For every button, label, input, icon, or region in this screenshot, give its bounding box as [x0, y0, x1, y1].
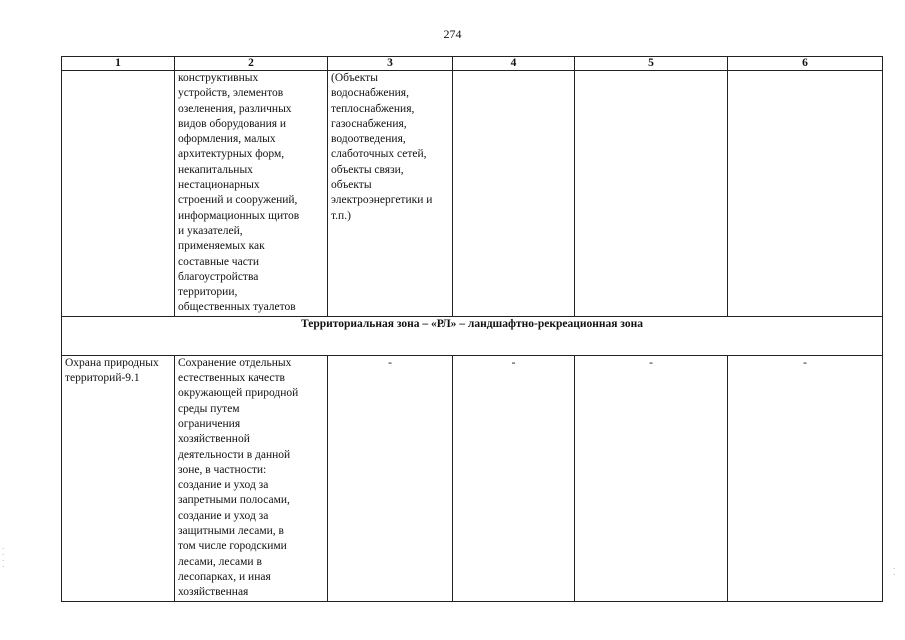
cell-entry-4: -	[453, 355, 575, 601]
cell-entry-use-type: Охрана природных территорий-9.1	[62, 355, 175, 601]
cell-continued-3: (Объекты водоснабжения, теплоснабжения, газоснабжения, водоотведения, слаботочных сетей, объекты связи, объекты электроэнергетики и т.п.)	[328, 71, 453, 317]
zone-heading: Территориальная зона – «РЛ» – ландшафтно-рекреационная зона	[62, 316, 883, 355]
table-row-continued	[62, 71, 883, 317]
scan-edge-marks-left: · · · ·	[2, 545, 5, 571]
header-col-1: 1	[62, 57, 175, 71]
header-row	[62, 57, 883, 71]
cell-continued-6	[728, 71, 883, 317]
cell-continued-2: конструктивных устройств, элементов озеленения, различных видов оборудования и оформления, малых архитектурных форм, некапитальных нестационарных строений и сооружений, информационных щитов и указателей, применяемых как составные части благоустройства территории, общественных туалетов	[175, 71, 328, 317]
cell-entry-5: -	[575, 355, 728, 601]
table-row-entry	[62, 355, 883, 601]
cell-entry-6: -	[728, 355, 883, 601]
cell-entry-3: -	[328, 355, 453, 601]
scan-edge-marks-right: · ·	[893, 565, 896, 579]
header-col-4: 4	[453, 57, 575, 71]
page-number: 274	[443, 27, 462, 41]
cell-continued-5	[575, 71, 728, 317]
header-col-5: 5	[575, 57, 728, 71]
header-col-6: 6	[728, 57, 883, 71]
cell-continued-4	[453, 71, 575, 317]
table-row-zone	[62, 316, 883, 355]
header-col-2: 2	[175, 57, 328, 71]
regulation-table	[61, 56, 883, 602]
cell-continued-1	[62, 71, 175, 317]
cell-entry-description: Сохранение отдельных естественных качеств окружающей природной среды путем ограничения хозяйственной деятельности в данной зоне, в частности: создание и уход за запретными полосами, создание и уход за защитными лесами, в том числе городскими лесами, лесами в лесопарках, и иная хозяйственная	[175, 355, 328, 601]
header-col-3: 3	[328, 57, 453, 71]
